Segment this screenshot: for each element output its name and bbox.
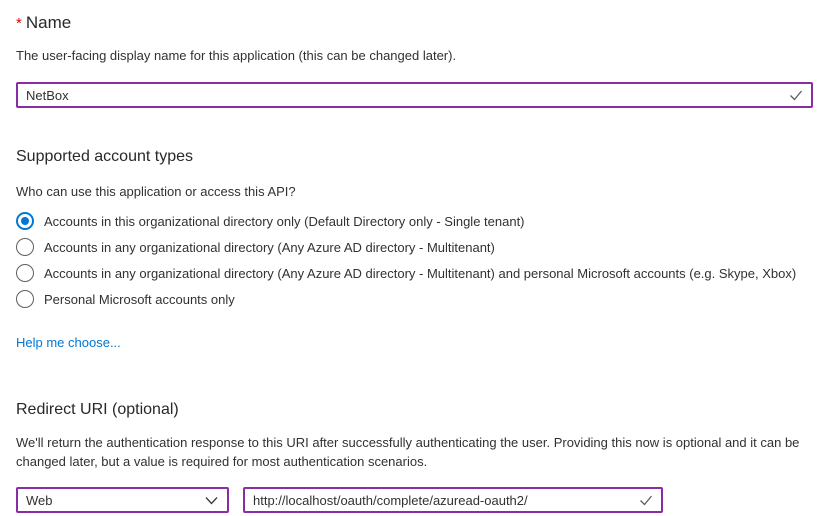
radio-button-icon xyxy=(16,212,34,230)
name-section xyxy=(16,12,813,108)
redirect-uri-description: We'll return the authentication response to this URI after successfully authenticating the user. Providing this now is optional and it can be changed later, but a value is required for most authentication scenarios. xyxy=(16,435,800,469)
radio-option-multitenant-personal[interactable] xyxy=(16,260,813,286)
name-description: The user-facing display name for this application (this can be changed later). xyxy=(16,48,457,63)
radio-option-personal-only[interactable] xyxy=(16,286,813,312)
supported-account-types-title: Supported account types xyxy=(16,148,194,165)
redirect-uri-controls xyxy=(16,487,813,513)
radio-option-multitenant[interactable] xyxy=(16,234,813,260)
name-input-wrap xyxy=(16,82,813,108)
redirect-uri-section xyxy=(16,399,813,513)
redirect-uri-title: Redirect URI (optional) xyxy=(16,401,179,418)
required-asterisk: * xyxy=(16,15,22,32)
name-title-text: Name xyxy=(25,13,72,32)
help-me-choose-link[interactable]: Help me choose... xyxy=(16,335,121,350)
chevron-down-icon xyxy=(205,496,218,505)
redirect-uri-input[interactable] xyxy=(243,487,663,513)
radio-option-label: Personal Microsoft accounts only xyxy=(44,291,235,307)
name-section-title xyxy=(16,12,813,35)
name-input[interactable] xyxy=(16,82,813,108)
account-types-question: Who can use this application or access this API? xyxy=(16,184,296,199)
radio-button-icon xyxy=(16,264,34,282)
platform-select-value: Web xyxy=(26,492,53,508)
radio-option-label: Accounts in any organizational directory (Any Azure AD directory - Multitenant) and personal Microsoft accounts (e.g. Skype, Xbox) xyxy=(44,265,797,281)
radio-button-icon xyxy=(16,290,34,308)
redirect-uri-input-wrap xyxy=(243,487,663,513)
platform-select[interactable] xyxy=(16,487,229,513)
radio-option-label: Accounts in this organizational directory only (Default Directory only - Single tenant) xyxy=(44,213,525,229)
radio-button-icon xyxy=(16,238,34,256)
supported-account-types-section xyxy=(16,146,813,352)
account-types-radio-group xyxy=(16,208,813,312)
radio-option-single-tenant[interactable] xyxy=(16,208,813,234)
radio-option-label: Accounts in any organizational directory (Any Azure AD directory - Multitenant) xyxy=(44,239,495,255)
